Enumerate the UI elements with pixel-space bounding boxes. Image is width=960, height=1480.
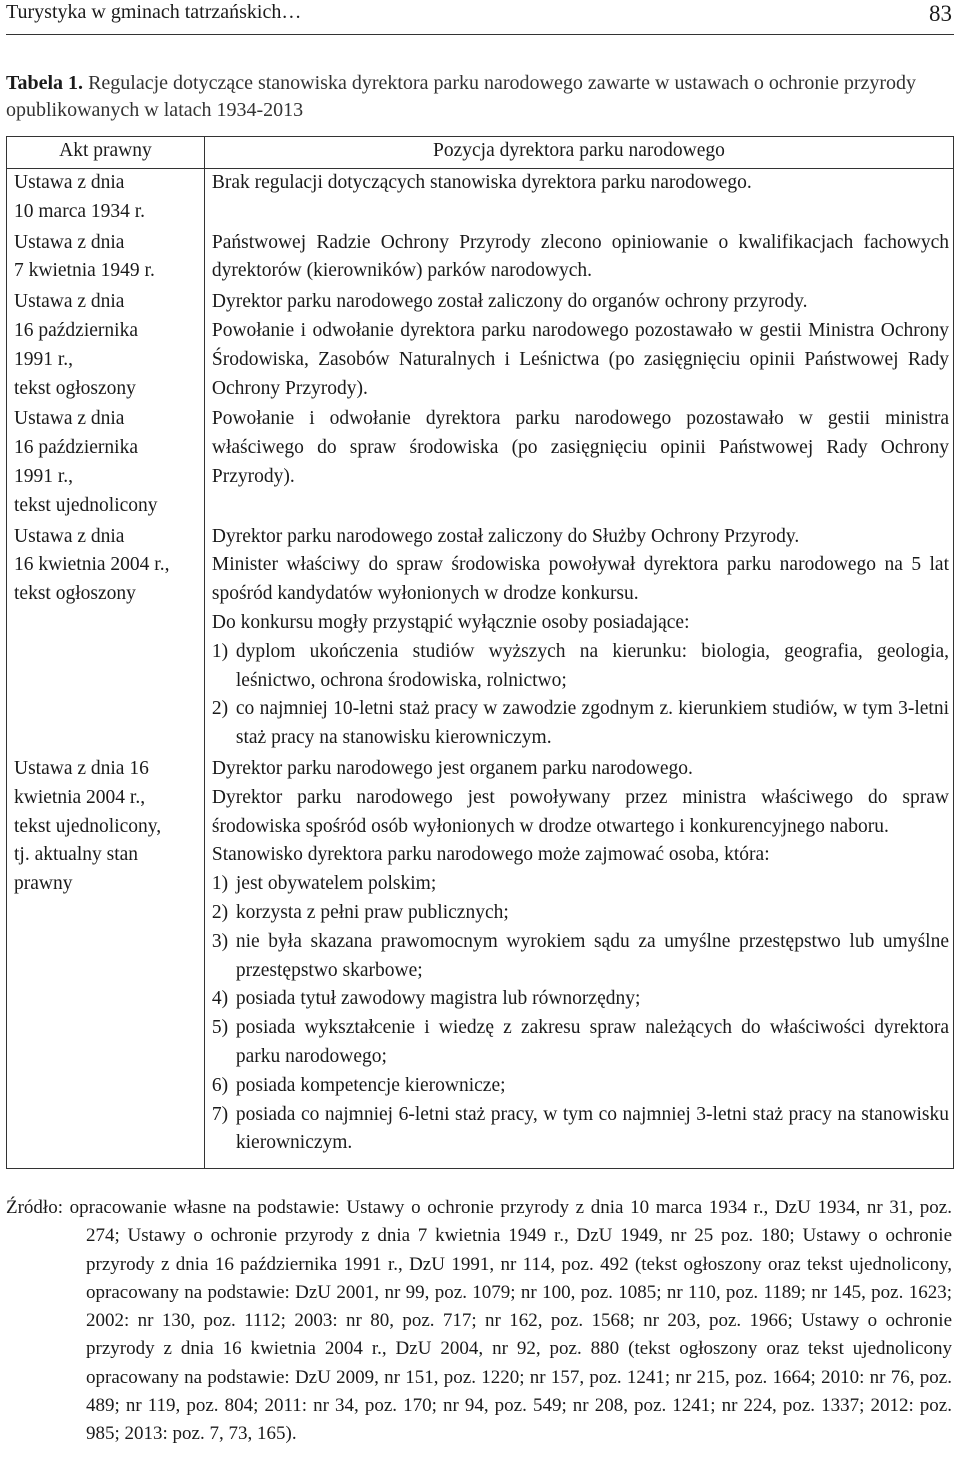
list-item-number: 2) xyxy=(211,698,229,720)
position-cell xyxy=(204,405,953,522)
page-number: 83 xyxy=(929,1,952,26)
list-item-number: 1) xyxy=(211,873,229,895)
position-paragraph: Dyrektor parku narodowego jest organem parku narodowego. xyxy=(211,757,693,779)
list-item-number: 3) xyxy=(211,930,229,952)
list-item xyxy=(212,985,949,1014)
list-item xyxy=(212,870,949,899)
list-item xyxy=(212,928,949,986)
act-cell: Ustawa z dnia 10 marca 1934 r. xyxy=(7,169,205,229)
requirements-list xyxy=(212,638,949,753)
list-item-number: 6) xyxy=(211,1074,229,1096)
position-paragraph: Dyrektor parku narodowego został zaliczony do organów ochrony przyrody. xyxy=(211,291,808,313)
table-row xyxy=(7,755,954,1169)
list-item-text: posiada co najmniej 6-letni staż pracy, w tym co najmniej 3-letni staż pracy na stanowisku kierowniczym. xyxy=(235,1103,949,1154)
act-cell: Ustawa z dnia 16 października 1991 r., tekst ujednolicony xyxy=(7,405,205,522)
list-item xyxy=(212,638,949,696)
table-row xyxy=(7,523,954,755)
list-item-text: dyplom ukończenia studiów wyższych na kierunku: biologia, geografia, geologia, leśnictwo, ochrona środowiska, rolnictwo; xyxy=(235,640,949,691)
list-item-text: jest obywatelem polskim; xyxy=(235,873,437,895)
list-item-number: 5) xyxy=(211,1017,229,1039)
position-cell xyxy=(204,169,953,229)
source-note xyxy=(6,1194,952,1449)
position-paragraph: Do konkursu mogły przystąpić wyłącznie osoby posiadające: xyxy=(211,611,690,633)
table-row xyxy=(7,229,954,289)
position-cell xyxy=(204,755,953,1169)
position-paragraph: Powołanie i odwołanie dyrektora parku narodowego pozostawało w gestii ministra właściwego do spraw środowiska (po zasięgnięciu opinii Państwowej Rady Ochrony Przyrody). xyxy=(211,408,949,487)
act-cell: Ustawa z dnia 16 kwietnia 2004 r., tekst ujednolicony, tj. aktualny stan prawny xyxy=(7,755,205,1169)
running-title: Turystyka w gminach tatrzańskich… xyxy=(6,1,302,23)
act-cell: Ustawa z dnia 7 kwietnia 1949 r. xyxy=(7,229,205,289)
list-item-number: 4) xyxy=(211,988,229,1010)
position-paragraph: Dyrektor parku narodowego jest powoływany przez ministra właściwego do spraw środowiska spośród osób wyłonionych w drodze otwartego i konkurencyjnego naboru. xyxy=(211,786,949,837)
list-item-text: posiada tytuł zawodowy magistra lub równorzędny; xyxy=(235,988,641,1010)
list-item-number: 7) xyxy=(211,1103,229,1125)
act-cell: Ustawa z dnia 16 kwietnia 2004 r., tekst ogłoszony xyxy=(7,523,205,755)
list-item xyxy=(212,695,949,753)
position-paragraph: Brak regulacji dotyczących stanowiska dyrektora parku narodowego. xyxy=(211,172,752,193)
list-item xyxy=(212,1101,949,1159)
position-cell xyxy=(204,523,953,755)
act-cell: Ustawa z dnia 16 października 1991 r., tekst ogłoszony xyxy=(7,288,205,405)
position-paragraph: Dyrektor parku narodowego został zaliczony do Służby Ochrony Przyrody. xyxy=(211,525,800,547)
list-item-text: posiada wykształcenie i wiedzę z zakresu spraw należących do właściwości dyrektora parku narodowego; xyxy=(235,1017,949,1067)
list-item-number: 2) xyxy=(211,901,229,923)
list-item-text: co najmniej 10-letni staż pracy w zawodzie zgodnym z. kierunkiem studiów, w tym 3-letni staż pracy na stanowisku kierowniczym. xyxy=(235,698,949,749)
position-paragraph: Minister właściwy do spraw środowiska powoływał dyrektora parku narodowego na 5 lat spośród kandydatów wyłonionych w drodze konkursu. xyxy=(211,554,949,605)
running-header xyxy=(6,0,954,35)
table-row xyxy=(7,288,954,405)
position-paragraph: Państwowej Radzie Ochrony Przyrody zlecono opiniowanie o kwalifikacjach fachowych dyrektorów (kierowników) parków narodowych. xyxy=(211,231,949,282)
list-item xyxy=(212,899,949,928)
list-item xyxy=(212,1072,949,1101)
table-body xyxy=(7,169,954,1169)
column-header-act: Akt prawny xyxy=(7,137,205,169)
table-caption-text: Regulacje dotyczące stanowiska dyrektora parku narodowego zawarte w ustawach o ochronie przyrody opublikowanych w latach 1934-2013 xyxy=(6,72,917,121)
table-row xyxy=(7,405,954,522)
table-caption xyxy=(6,70,946,124)
position-paragraph: Powołanie i odwołanie dyrektora parku narodowego pozostawało w gestii Ministra Ochrony Środowiska, Zasobów Naturalnych i Leśnictwa (po zasięgnięciu opinii Państwowej Rady Ochrony Przyrody). xyxy=(211,319,949,399)
table-row xyxy=(7,169,954,229)
position-paragraph: Stanowisko dyrektora parku narodowego może zajmować osoba, która: xyxy=(211,844,770,866)
table-label: Tabela 1. xyxy=(6,72,84,94)
regulations-table xyxy=(6,136,954,1169)
table-header-row xyxy=(7,137,954,169)
position-cell xyxy=(204,288,953,405)
list-item-text: nie była skazana prawomocnym wyrokiem sądu za umyślne przestępstwo lub umyślne przestępstwo skarbowe; xyxy=(235,930,949,981)
list-item-number: 1) xyxy=(211,640,229,662)
list-item xyxy=(212,1014,949,1072)
source-note-text: Źródło: opracowanie własne na podstawie: Ustawy o ochronie przyrody z dnia 10 marca 1934 r., DzU 1934, nr 31, poz. 274; Ustawy o ochronie przyrody z dnia 7 kwietnia 1949 r., DzU 1949, nr 25 poz. 180; Ustawy o ochronie przyrody z dnia 16 października 1991 r., DzU 1991, nr 114, poz. 492 (tekst ogłoszony oraz tekst ujednolicony, opracowany na podstawie: DzU 2001, nr 99, poz. 1079; nr 100, poz. 1085; nr 110, poz. 1189; nr 145, poz. 1623; 2002: nr 130, poz. 1112; 2003: nr 80, poz. 717; nr 162, poz. 1568; nr 203, poz. 1966; Ustawy o ochronie przyrody z dnia 16 kwietnia 2004 r., DzU 2004, nr 92, poz. 880 (tekst ogłoszony oraz tekst ujednolicony opracowany na podstawie: DzU 2009, nr 151, poz. 1220; nr 157, poz. 1241; nr 215, poz. 1664; 2010: nr 76, poz. 489; nr 119, poz. 804; 2011: nr 34, poz. 170; nr 94, poz. 549; nr 208, poz. 1241; nr 224, poz. 1337; 2012: poz. 985; 2013: poz. 7, 73, 165). xyxy=(6,1197,952,1445)
position-cell xyxy=(204,229,953,289)
column-header-position: Pozycja dyrektora parku narodowego xyxy=(204,137,953,169)
requirements-list xyxy=(212,870,949,1158)
list-item-text: korzysta z pełni praw publicznych; xyxy=(235,901,509,923)
list-item-text: posiada kompetencje kierownicze; xyxy=(235,1074,506,1096)
